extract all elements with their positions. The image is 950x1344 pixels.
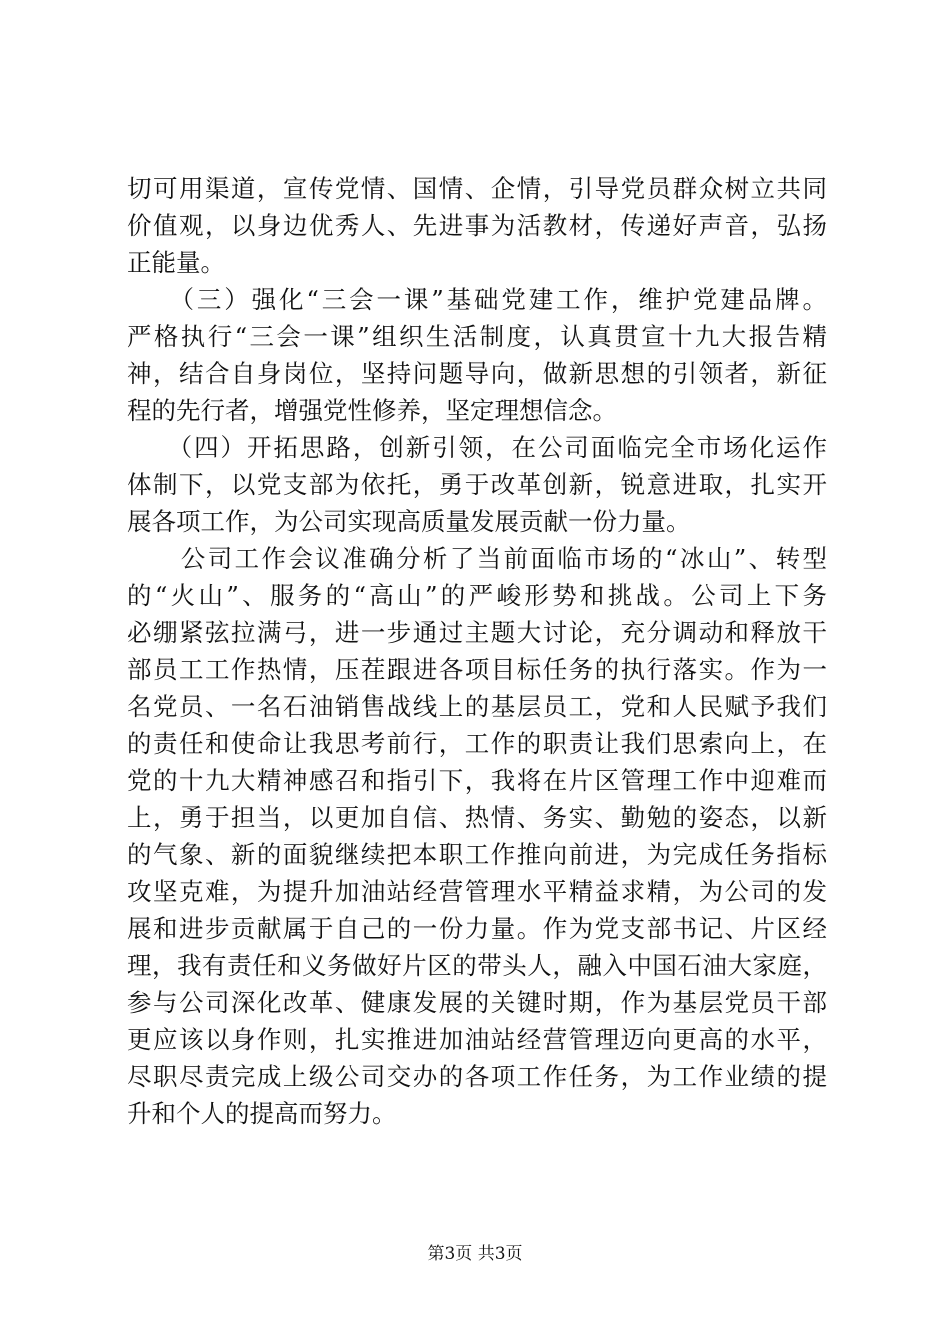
text-line: （三）强化“三会一课”基础党建工作，维护党建品牌。 <box>127 285 827 314</box>
text-line: 正能量。 <box>127 248 225 277</box>
text-line: 尽职尽责完成上级公司交办的各项工作任务，为工作业绩的提 <box>127 1062 827 1091</box>
text-line: 党的十九大精神感召和指引下，我将在片区管理工作中迎难而 <box>127 766 827 795</box>
text-line: 价值观，以身边优秀人、先进事为活教材，传递好声音，弘扬 <box>127 211 827 240</box>
text-line: 的责任和使命让我思考前行，工作的职责让我们思索向上，在 <box>127 729 827 758</box>
text-line: 公司工作会议准确分析了当前面临市场的“冰山”、转型 <box>127 544 827 573</box>
text-line: 的气象、新的面貌继续把本职工作推向前进，为完成任务指标 <box>127 840 827 869</box>
text-line: 部员工工作热情，压茬跟进各项目标任务的执行落实。作为一 <box>127 655 827 684</box>
page-footer: 第3页 共3页 <box>427 1244 523 1264</box>
text-line: 攻坚克难，为提升加油站经营管理水平精益求精，为公司的发 <box>127 877 827 906</box>
text-line: 程的先行者，增强党性修养，坚定理想信念。 <box>127 396 617 425</box>
text-line: 展和进步贡献属于自己的一份力量。作为党支部书记、片区经 <box>127 914 827 943</box>
text-line: 名党员、一名石油销售战线上的基层员工，党和人民赋予我们 <box>127 692 827 721</box>
text-line: 展各项工作，为公司实现高质量发展贡献一份力量。 <box>127 507 691 536</box>
text-line: 的“火山”、服务的“高山”的严峻形势和挑战。公司上下务 <box>127 581 827 610</box>
text-line: 理，我有责任和义务做好片区的带头人，融入中国石油大家庭， <box>127 951 827 980</box>
text-line: 体制下，以党支部为依托，勇于改革创新，锐意进取，扎实开 <box>127 470 827 499</box>
text-line: 神，结合自身岗位，坚持问题导向，做新思想的引领者，新征 <box>127 359 827 388</box>
text-line: 切可用渠道，宣传党情、国情、企情，引导党员群众树立共同 <box>127 174 827 203</box>
text-line: 参与公司深化改革、健康发展的关键时期，作为基层党员干部 <box>127 988 827 1017</box>
body-text <box>127 170 827 1132</box>
text-line: 更应该以身作则，扎实推进加油站经营管理迈向更高的水平， <box>127 1025 827 1054</box>
text-line: 必绷紧弦拉满弓，进一步通过主题大讨论，充分调动和释放干 <box>127 618 827 647</box>
text-line: 上，勇于担当，以更加自信、热情、务实、勤勉的姿态，以新 <box>127 803 827 832</box>
text-line: 升和个人的提高而努力。 <box>127 1099 397 1128</box>
text-line: 严格执行“三会一课”组织生活制度，认真贯宣十九大报告精 <box>127 322 827 351</box>
text-line: （四）开拓思路，创新引领，在公司面临完全市场化运作 <box>127 433 827 462</box>
